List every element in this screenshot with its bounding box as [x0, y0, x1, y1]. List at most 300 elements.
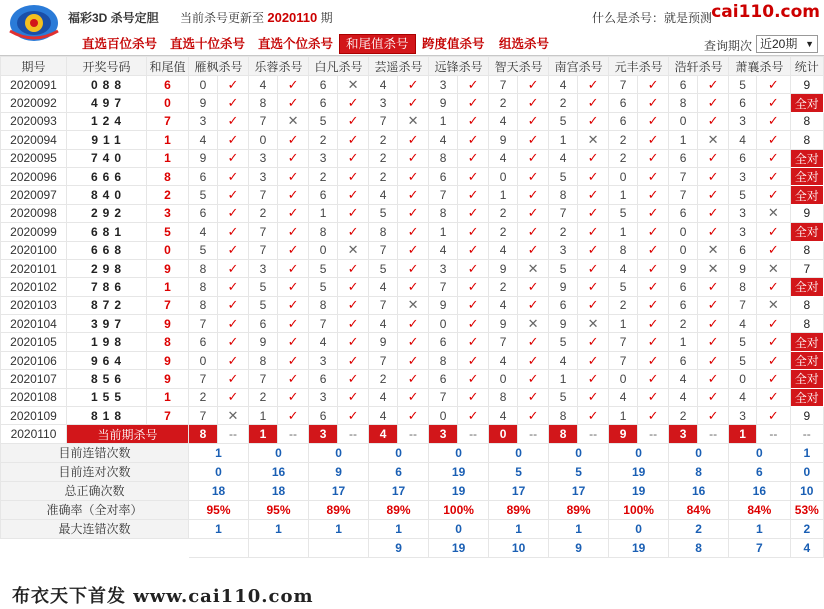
kill-number-cell: 3: [729, 112, 757, 130]
table-row: [1, 333, 824, 351]
stat-value: 100%: [609, 500, 669, 519]
issue-cell: 2020104: [1, 315, 67, 333]
check-icon: ✓: [757, 186, 790, 204]
check-icon: ✓: [338, 351, 369, 369]
table-row: [1, 241, 824, 259]
check-icon: ✓: [518, 370, 549, 388]
stat-value: 1: [489, 519, 549, 538]
kill-number-table: [0, 56, 824, 558]
kill-number-cell: 2: [489, 204, 518, 222]
kill-number-cell: 0: [669, 223, 698, 241]
stat-cell: 全对: [790, 186, 823, 204]
table-row: [1, 149, 824, 167]
check-icon: ✓: [518, 131, 549, 149]
kill-number-cell: 6: [429, 333, 458, 351]
kill-number-cell: 3: [309, 388, 338, 406]
stat-value: 19: [429, 538, 489, 557]
cross-icon: ✕: [338, 76, 369, 94]
check-icon: ✓: [218, 259, 249, 277]
current-pending-cell: --: [218, 425, 249, 443]
stat-value: [189, 538, 249, 557]
update-prefix: 当前杀号更新至: [180, 11, 265, 25]
stat-value: 84%: [669, 500, 729, 519]
query-label: 查询期次: [704, 39, 753, 53]
stat-value: 10: [489, 538, 549, 557]
current-kill-number: 8: [549, 425, 578, 443]
stat-value: 19: [609, 538, 669, 557]
check-icon: ✓: [458, 112, 489, 130]
kill-number-cell: 4: [609, 388, 638, 406]
kill-number-cell: 2: [489, 94, 518, 112]
kill-number-cell: 5: [249, 296, 278, 314]
kill-number-cell: 2: [369, 149, 398, 167]
kill-number-cell: 3: [549, 241, 578, 259]
check-icon: ✓: [338, 388, 369, 406]
stat-value: 0: [189, 462, 249, 481]
check-icon: ✓: [278, 204, 309, 222]
stat-value: 89%: [369, 500, 429, 519]
sum-tail-cell: 6: [147, 76, 189, 94]
stat-value: 17: [549, 481, 609, 500]
check-icon: ✓: [398, 278, 429, 296]
col-header-expert: 萧襄杀号: [729, 57, 790, 76]
stat-value: 0: [309, 443, 369, 462]
col-header-draw: 开奖号码: [67, 57, 147, 76]
kill-number-cell: 7: [429, 278, 458, 296]
footer-watermark: 布衣天下首发 www.cai110.com: [0, 585, 362, 609]
sum-tail-cell: 7: [147, 112, 189, 130]
kill-number-cell: 6: [189, 204, 218, 222]
period-select[interactable]: [756, 35, 818, 53]
kill-number-cell: 2: [369, 131, 398, 149]
issue-cell: 2020095: [1, 149, 67, 167]
sum-tail-cell: 0: [147, 94, 189, 112]
table-header-row: [1, 57, 824, 76]
kill-number-cell: 5: [549, 112, 578, 130]
stat-value: 19: [429, 481, 489, 500]
kill-number-cell: 7: [189, 370, 218, 388]
check-icon: ✓: [518, 241, 549, 259]
check-icon: ✓: [638, 388, 669, 406]
check-icon: ✓: [698, 186, 729, 204]
kill-number-cell: 6: [189, 333, 218, 351]
kill-number-cell: 8: [429, 204, 458, 222]
current-pending-cell: --: [458, 425, 489, 443]
kill-number-cell: 4: [549, 351, 578, 369]
table-row: [1, 94, 824, 112]
kill-number-cell: 2: [609, 131, 638, 149]
tab-tens-kill[interactable]: 直选十位杀号: [170, 37, 246, 51]
check-icon: ✓: [218, 388, 249, 406]
check-icon: ✓: [278, 388, 309, 406]
check-icon: ✓: [578, 241, 609, 259]
kill-number-cell: 2: [369, 370, 398, 388]
col-header-expert: 远锋杀号: [429, 57, 489, 76]
check-icon: ✓: [278, 94, 309, 112]
check-icon: ✓: [578, 112, 609, 130]
kill-number-cell: 4: [429, 241, 458, 259]
kill-number-cell: 7: [249, 112, 278, 130]
kill-number-cell: 4: [549, 76, 578, 94]
stat-cell: 8: [790, 315, 823, 333]
kill-number-cell: 2: [249, 388, 278, 406]
kill-number-cell: 5: [609, 204, 638, 222]
kill-number-cell: 4: [489, 241, 518, 259]
col-header-expert: 浩轩杀号: [669, 57, 729, 76]
kill-number-cell: 9: [369, 333, 398, 351]
kill-number-cell: 7: [669, 167, 698, 185]
check-icon: ✓: [638, 76, 669, 94]
current-kill-number: 3: [429, 425, 458, 443]
stat-value: 0: [429, 443, 489, 462]
stat-cell: 9: [790, 204, 823, 222]
stat-value: 6: [369, 462, 429, 481]
kill-number-cell: 7: [249, 223, 278, 241]
table-row: [1, 388, 824, 406]
check-icon: ✓: [458, 204, 489, 222]
sum-tail-cell: 1: [147, 149, 189, 167]
cross-icon: ✕: [398, 296, 429, 314]
kill-number-cell: 1: [549, 370, 578, 388]
cross-icon: ✕: [698, 131, 729, 149]
kill-number-cell: 5: [309, 259, 338, 277]
brand-logo[interactable]: cai110.com: [711, 2, 820, 22]
check-icon: ✓: [218, 131, 249, 149]
check-icon: ✓: [698, 296, 729, 314]
check-icon: ✓: [518, 388, 549, 406]
check-icon: ✓: [398, 131, 429, 149]
stat-value: [249, 538, 309, 557]
check-icon: ✓: [218, 149, 249, 167]
check-icon: ✓: [518, 204, 549, 222]
tab-bar: [0, 34, 824, 56]
check-icon: ✓: [578, 223, 609, 241]
stat-value: 84%: [729, 500, 790, 519]
current-kill-label: 当前期杀号: [67, 425, 189, 443]
kill-number-cell: 4: [429, 131, 458, 149]
check-icon: ✓: [638, 167, 669, 185]
kill-number-cell: 4: [489, 296, 518, 314]
kill-number-cell: 1: [609, 315, 638, 333]
check-icon: ✓: [398, 388, 429, 406]
check-icon: ✓: [698, 94, 729, 112]
kill-number-cell: 7: [369, 296, 398, 314]
col-header-expert: 乐蓉杀号: [249, 57, 309, 76]
table-row: [1, 370, 824, 388]
col-header-sum-tail: 和尾值: [147, 57, 189, 76]
stat-value: 16: [249, 462, 309, 481]
kill-number-cell: 5: [369, 259, 398, 277]
stat-label: 准确率（全对率）: [1, 500, 189, 519]
check-icon: ✓: [218, 112, 249, 130]
kill-number-cell: 4: [669, 370, 698, 388]
check-icon: ✓: [458, 94, 489, 112]
kill-number-cell: 7: [369, 351, 398, 369]
kill-number-cell: 4: [729, 388, 757, 406]
page-title: 福彩3D 杀号定胆: [68, 11, 159, 25]
table-row: [1, 259, 824, 277]
kill-number-cell: 5: [549, 167, 578, 185]
kill-number-cell: 8: [429, 149, 458, 167]
kill-number-cell: 7: [369, 241, 398, 259]
check-icon: ✓: [458, 296, 489, 314]
kill-number-cell: 7: [609, 76, 638, 94]
kill-number-cell: 3: [249, 149, 278, 167]
issue-cell: 2020098: [1, 204, 67, 222]
current-stat-pending: --: [790, 425, 823, 443]
table-row: [1, 131, 824, 149]
cross-icon: ✕: [338, 241, 369, 259]
cross-icon: ✕: [698, 259, 729, 277]
kill-number-cell: 5: [549, 333, 578, 351]
stat-value: 16: [729, 481, 790, 500]
stat-cell: 全对: [790, 223, 823, 241]
check-icon: ✓: [218, 333, 249, 351]
check-icon: ✓: [757, 223, 790, 241]
check-icon: ✓: [338, 204, 369, 222]
cross-icon: ✕: [578, 315, 609, 333]
stat-row: [1, 462, 824, 481]
kill-number-cell: 6: [669, 278, 698, 296]
kill-number-cell: 7: [249, 241, 278, 259]
kill-number-cell: 9: [189, 149, 218, 167]
issue-cell: 2020097: [1, 186, 67, 204]
cross-icon: ✕: [278, 112, 309, 130]
stat-label: 目前连错次数: [1, 443, 189, 462]
kill-number-cell: 6: [729, 94, 757, 112]
tab-sum-tail-kill[interactable]: 和尾值杀号: [339, 34, 416, 54]
kill-number-cell: 3: [429, 76, 458, 94]
check-icon: ✓: [458, 167, 489, 185]
check-icon: ✓: [398, 149, 429, 167]
issue-cell: 2020094: [1, 131, 67, 149]
check-icon: ✓: [218, 351, 249, 369]
current-issue-cell: 2020110: [1, 425, 67, 443]
check-icon: ✓: [757, 407, 790, 425]
kill-number-cell: 6: [729, 241, 757, 259]
kill-number-cell: 0: [249, 131, 278, 149]
current-pending-cell: --: [638, 425, 669, 443]
kill-number-cell: 0: [489, 370, 518, 388]
check-icon: ✓: [338, 407, 369, 425]
check-icon: ✓: [218, 186, 249, 204]
draw-number-cell: 681: [67, 223, 147, 241]
check-icon: ✓: [518, 351, 549, 369]
sum-tail-cell: 3: [147, 204, 189, 222]
kill-number-cell: 7: [309, 315, 338, 333]
check-icon: ✓: [338, 149, 369, 167]
check-icon: ✓: [757, 94, 790, 112]
stat-value: 1: [549, 519, 609, 538]
current-kill-number: 1: [249, 425, 278, 443]
kill-number-cell: 5: [189, 241, 218, 259]
kill-number-cell: 7: [729, 296, 757, 314]
current-kill-number: 9: [609, 425, 638, 443]
kill-number-cell: 1: [609, 407, 638, 425]
sum-tail-cell: 1: [147, 388, 189, 406]
kill-number-cell: 7: [189, 315, 218, 333]
draw-number-cell: 964: [67, 351, 147, 369]
kill-number-cell: 4: [369, 315, 398, 333]
check-icon: ✓: [398, 76, 429, 94]
check-icon: ✓: [278, 278, 309, 296]
kill-number-cell: 5: [729, 186, 757, 204]
kill-number-cell: 8: [429, 351, 458, 369]
check-icon: ✓: [757, 149, 790, 167]
check-icon: ✓: [757, 112, 790, 130]
col-header-expert: 南宫杀号: [549, 57, 609, 76]
draw-number-cell: 397: [67, 315, 147, 333]
stat-value: 9: [369, 538, 429, 557]
check-icon: ✓: [278, 296, 309, 314]
stat-cell: 9: [790, 76, 823, 94]
check-icon: ✓: [218, 370, 249, 388]
kill-number-cell: 1: [249, 407, 278, 425]
current-kill-number: 0: [489, 425, 518, 443]
check-icon: ✓: [578, 333, 609, 351]
table-row: [1, 315, 824, 333]
kill-number-cell: 1: [489, 186, 518, 204]
check-icon: ✓: [698, 315, 729, 333]
check-icon: ✓: [458, 76, 489, 94]
check-icon: ✓: [398, 351, 429, 369]
stat-cell: 全对: [790, 167, 823, 185]
kill-number-cell: 2: [489, 278, 518, 296]
stat-cell: 9: [790, 407, 823, 425]
stat-value: 95%: [249, 500, 309, 519]
sum-tail-cell: 9: [147, 315, 189, 333]
check-icon: ✓: [638, 315, 669, 333]
chevron-down-icon: ▼: [805, 39, 814, 49]
check-icon: ✓: [218, 94, 249, 112]
sum-tail-cell: 0: [147, 241, 189, 259]
check-icon: ✓: [757, 333, 790, 351]
kill-number-cell: 5: [309, 112, 338, 130]
stat-value: 1: [309, 519, 369, 538]
check-icon: ✓: [398, 315, 429, 333]
stat-value: 0: [489, 443, 549, 462]
check-icon: ✓: [638, 333, 669, 351]
stat-value: 1: [189, 519, 249, 538]
check-icon: ✓: [458, 370, 489, 388]
check-icon: ✓: [278, 333, 309, 351]
stat-value: 0: [669, 443, 729, 462]
kill-number-cell: 6: [309, 407, 338, 425]
check-icon: ✓: [757, 315, 790, 333]
kill-number-cell: 0: [489, 167, 518, 185]
stat-cell: 7: [790, 259, 823, 277]
check-icon: ✓: [757, 351, 790, 369]
sum-tail-cell: 8: [147, 333, 189, 351]
check-icon: ✓: [638, 296, 669, 314]
kill-number-cell: 0: [609, 370, 638, 388]
kill-number-cell: 2: [609, 149, 638, 167]
period-select-value: 近20期: [760, 37, 798, 51]
stat-value: 18: [249, 481, 309, 500]
kill-number-cell: 5: [309, 278, 338, 296]
check-icon: ✓: [398, 94, 429, 112]
kill-number-cell: 6: [729, 149, 757, 167]
kill-number-cell: 3: [249, 259, 278, 277]
tab-span-kill[interactable]: 跨度值杀号: [422, 37, 485, 51]
sum-tail-cell: 2: [147, 186, 189, 204]
kill-number-cell: 8: [189, 278, 218, 296]
check-icon: ✓: [398, 241, 429, 259]
kill-number-cell: 4: [189, 131, 218, 149]
kill-number-cell: 6: [249, 315, 278, 333]
stat-value: 0: [249, 443, 309, 462]
kill-number-cell: 9: [549, 315, 578, 333]
check-icon: ✓: [218, 76, 249, 94]
kill-number-cell: 7: [609, 351, 638, 369]
stat-cell: 全对: [790, 388, 823, 406]
check-icon: ✓: [638, 186, 669, 204]
tab-units-kill[interactable]: 直选个位杀号: [258, 37, 334, 51]
check-icon: ✓: [398, 370, 429, 388]
current-kill-number: 1: [729, 425, 757, 443]
check-icon: ✓: [218, 278, 249, 296]
kill-number-cell: 1: [309, 204, 338, 222]
check-icon: ✓: [278, 407, 309, 425]
tab-group-kill[interactable]: 组选杀号: [499, 37, 550, 51]
table-row: [1, 112, 824, 130]
kill-number-cell: 3: [309, 351, 338, 369]
kill-number-cell: 0: [609, 167, 638, 185]
stat-value: 89%: [549, 500, 609, 519]
kill-number-cell: 5: [609, 278, 638, 296]
kill-number-cell: 8: [369, 223, 398, 241]
stat-value: 53%: [790, 500, 823, 519]
check-icon: ✓: [518, 112, 549, 130]
check-icon: ✓: [218, 315, 249, 333]
check-icon: ✓: [638, 223, 669, 241]
cross-icon: ✕: [757, 259, 790, 277]
kill-number-cell: 4: [489, 407, 518, 425]
kill-number-cell: 4: [669, 388, 698, 406]
kill-number-explain-link[interactable]: 什么是杀号：就是预测: [592, 11, 713, 25]
check-icon: ✓: [578, 259, 609, 277]
tab-hundreds-kill[interactable]: 直选百位杀号: [82, 37, 158, 51]
check-icon: ✓: [518, 186, 549, 204]
stat-cell: 8: [790, 112, 823, 130]
kill-number-cell: 6: [669, 204, 698, 222]
stat-value: 95%: [189, 500, 249, 519]
cross-icon: ✕: [398, 112, 429, 130]
stat-cell: 8: [790, 131, 823, 149]
kill-number-cell: 3: [729, 223, 757, 241]
check-icon: ✓: [458, 388, 489, 406]
kill-number-cell: 8: [189, 259, 218, 277]
kill-number-cell: 2: [549, 223, 578, 241]
stat-row: [1, 481, 824, 500]
check-icon: ✓: [458, 241, 489, 259]
stat-value: 0: [729, 443, 790, 462]
check-icon: ✓: [458, 315, 489, 333]
issue-cell: 2020102: [1, 278, 67, 296]
table-row: [1, 407, 824, 425]
kill-number-cell: 6: [429, 167, 458, 185]
check-icon: ✓: [518, 407, 549, 425]
check-icon: ✓: [458, 351, 489, 369]
sum-tail-cell: 9: [147, 259, 189, 277]
kill-number-cell: 8: [309, 296, 338, 314]
check-icon: ✓: [398, 204, 429, 222]
kill-number-cell: 6: [309, 186, 338, 204]
check-icon: ✓: [278, 259, 309, 277]
logo-icon: [6, 1, 62, 45]
kill-number-cell: 9: [489, 315, 518, 333]
stat-value: 19: [609, 462, 669, 481]
